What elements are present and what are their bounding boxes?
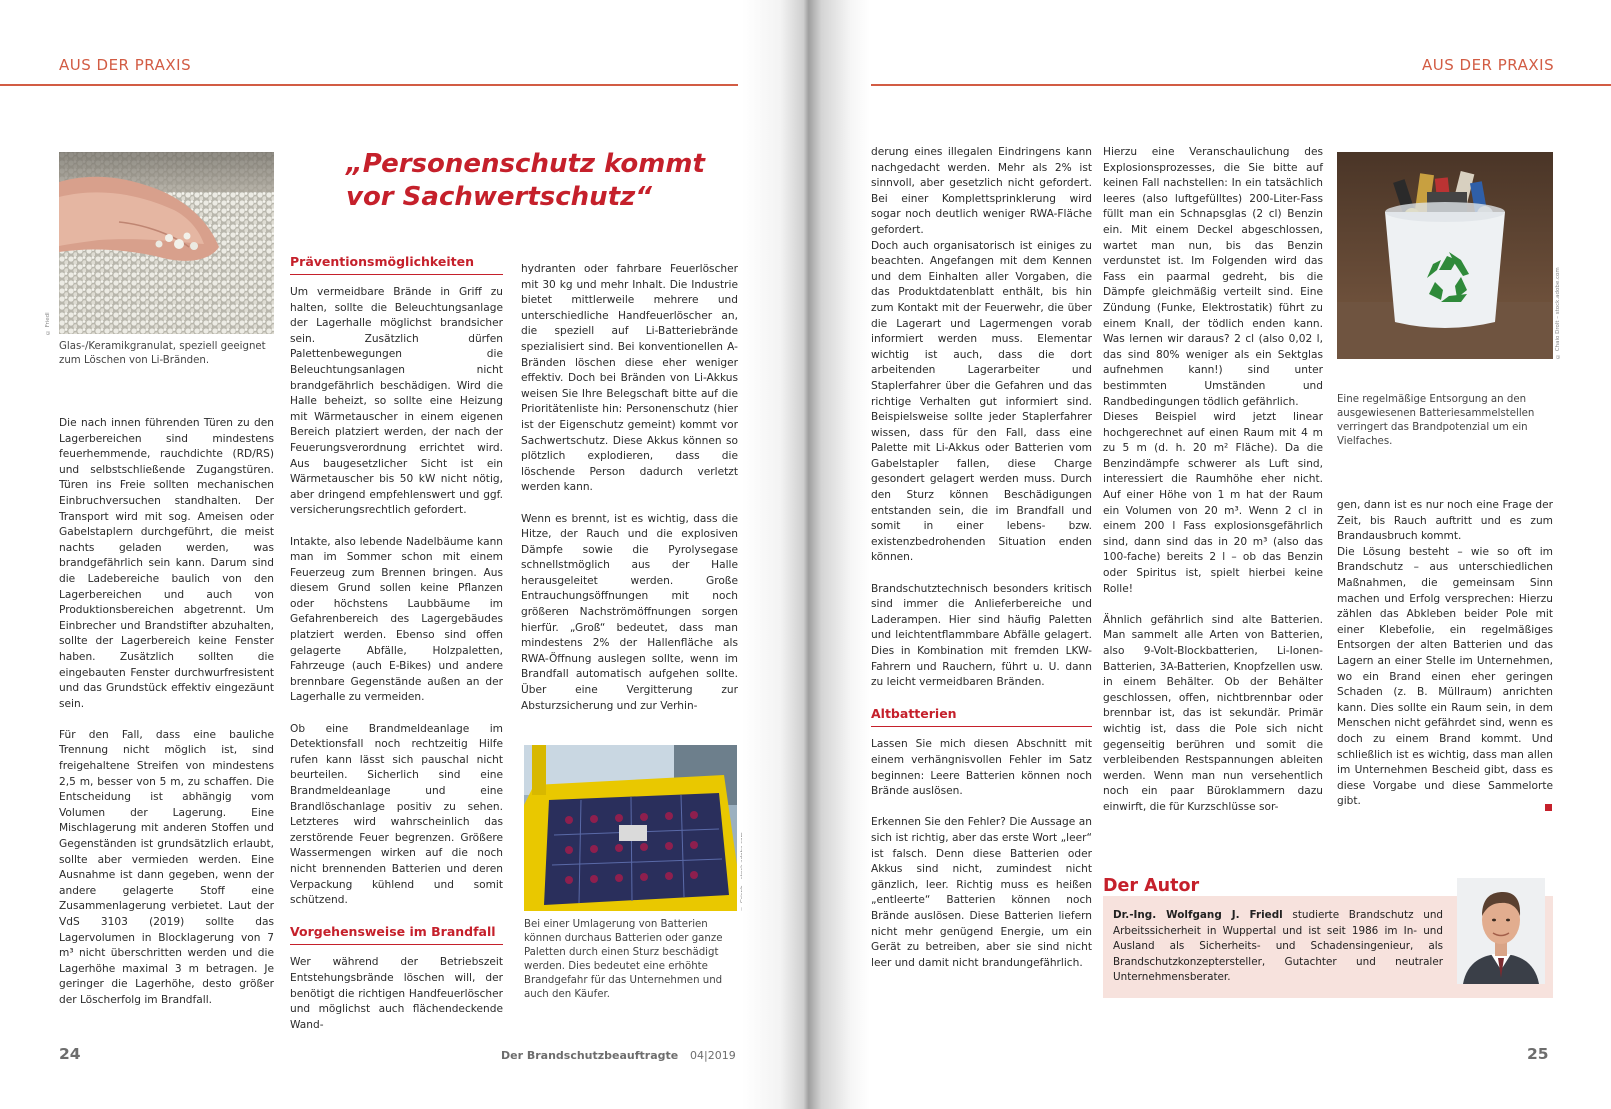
photo3-credit: © Chaio Drolt – stock.adobe.com xyxy=(1555,267,1561,359)
paragraph: Doch auch organisatorisch ist einiges zu beachten. Angefangen mit dem Kennen und dem Einhalten aller Vorgaben, die das Produktdatenblatt enthält, bis hin zum Kontakt mit der Feuerwehr, die über die Lagerart und Lagermengen vorab informiert werden muss. Elementar wichtig ist auch, dass die dort arbeitenden Lagerarbeiter und Staplerfahrer über die Gefahren und das richtige Verhalten gut informiert sind. Beispielsweise sollte jeder Staplerfahrer wissen, dass für den Fall, dass eine Palette mit Li-Akkus oder Batterien vom Gabelstapler fallen, diese Charge gesondert gelagert werden muss. Durch den Sturz können Beschädigungen entstanden sein, die im Brandfall und somit in einer lebens- bzw. existenzbedrohenden Situation enden können. xyxy=(871,239,1092,564)
paragraph: Dieses Beispiel wird jetzt linear hochgerechnet auf einen Raum mit 4 m zu 5 m (d. h. 20 m² Fläche). Da die Benzindämpfe schwerer als Luft sind, interessiert die Raumhöhe eher nicht. Auf einer Höhe von 1 m hat der Raum ein Volumen von 20 m³. Wenn 2 cl in einem 200 l Fass explosionsgefährlich sind, dann sind das in 20 m³ (also das 100-fache) bereits 2 l – ob das Benzin oder Spiritus ist, spielt hierbei keine Rolle! xyxy=(1103,411,1323,595)
article-headline xyxy=(346,148,706,214)
right-column-1 xyxy=(871,145,1092,971)
author-bio-text: studierte Brandschutz und Arbeitssicherheit in Wuppertal und ist seit 1986 im In- und Ausland als Sicherheits- und Schadensingenieur, als Brandschutzkonzeptersteller, Gutachter und neutraler Unternehmensberater. xyxy=(1113,909,1443,984)
right-column-3 xyxy=(1337,498,1553,810)
paragraph: Die Lösung besteht – wie so oft im Brandschutz – aus unterschiedlichen Maßnahmen, die gemeinsam Sinn machen und Erfolg versprechen: Hierzu zählen das Abkleben beider Pole mit einer Klebefolie, ein regelmäßiges Entsorgen der alten Batterien und das Lagern an einer Stelle im Unternehmen, wo ein Brand einen eher geringen Schaden (z. B. Müllraum) anrichten kann. Dies sollte ein Raum sein, in dem Menschen nicht gefährdet sind, wenn es doch zu einem Brand kommt. Und schließlich ist es wichtig, dass man allen im Unternehmen Bescheid gibt, dass es diese Vorgabe und diese Sammelorte gibt. xyxy=(1337,545,1553,808)
left-column-1 xyxy=(59,416,274,1009)
paragraph: Ähnlich gefährlich sind alte Batterien. Man sammelt alle Arten von Batterien, also 9-Volt-Blockbatterien, Li-Ionen-Batterien, 3A-Batterien, Knopfzellen usw. in einem Behälter. Ob der Behälter geschlossen, offen, nichtbrennbar oder brennbar ist, das ist sekundär. Primär wichtig ist, dass die Pole sich nicht gegenseitig berühren und somit die verbleibenden Restspannungen ableiten werden. Wenn man nun versehentlich noch ein paar Büroklammern dazu einwirft, die für Kurzschlüsse sor- xyxy=(1103,613,1323,813)
paragraph: Ob eine Brandmeldeanlage im Detektionsfall noch rechtzeitig Hilfe rufen kann lässt sich pauschal nicht beurteilen. Sicherlich sind eine Brandmeldeanlage und eine Brandlöschanlage positiv zu sehen. Letzteres wird wahrscheinlich das zerstörende Feuer begrenzen. Größere Wassermengen wirken auf die noch nicht brennenden Batterien und deren Verpackung kühlend und somit schützend. xyxy=(290,722,503,907)
forklift-battery-photo xyxy=(524,745,737,911)
forklift-battery-image xyxy=(524,745,737,911)
paragraph: Wenn es brennt, ist es wichtig, dass die Hitze, der Rauch und die explosiven Dämpfe sowie die Pyrolysegase schnellstmöglich aus der Halle herausgeleitet werden. Große Entrauchungsöffnungen mit noch größeren Nachströmöffnungen sorgen hierfür. „Groß“ bedeutet, dass man mindestens 2% der Hallenfläche als RWA-Öffnung auslegen sollte, wenn im Brandfall automatisch aufgehen sollte. Über eine Vergitterung zur Absturzsicherung und zur Verhin- xyxy=(521,512,738,712)
author-heading: Der Autor xyxy=(1103,876,1200,896)
paragraph: derung eines illegalen Eindringens kann nachgedacht werden. Mehr als 2% ist sinnvoll, aber gesetzlich nicht gefordert. Bei einer Komplettsprinklerung wird sogar noch deutlich weniger RWA-Fläche gefordert. xyxy=(871,146,1092,236)
photo3-caption: Eine regelmäßige Entsorgung an den ausgewiesenen Batteriesammelstellen verringert das Brandpotenzial um ein Vielfaches. xyxy=(1337,394,1535,447)
photo2-caption: Bei einer Umlagerung von Batterien können durchaus Batterien oder ganze Paletten durch einen Sturz beschädigt werden. Dies bedeutet eine erhöhte Brandgefahr für das Unternehmen und auch den Käufer. xyxy=(524,919,723,1000)
subhead-altbatterien: Altbatterien xyxy=(871,706,1092,727)
paragraph: hydranten oder fahrbare Feuerlöscher mit 30 kg und mehr Inhalt. Die Industrie bietet mittlerweile mehrere und unterschiedliche Handfeuerlöscher an, die speziell auf Li-Batteriebrände spezialisiert sind. Bei konventionellen A-Bränden löschen diese eher weniger effektiv. Doch bei Bränden von Li-Akkus weisen Sie Ihre Belegschaft bitte auf die Prioritätenliste hin: Personenschutz (hier ist der Eigenschutz gemeint) kommt vor Sachwertschutz. Diese Akkus können so plötzlich explodieren, dass die löschende Person dadurch verletzt werden kann. xyxy=(521,263,738,494)
header-rule-right xyxy=(871,84,1611,86)
granulate-image xyxy=(59,152,274,334)
left-column-3 xyxy=(521,262,738,714)
paragraph: Um vermeidbare Brände in Griff zu halten, sollte die Beleuchtungsanlage der Lagerhalle möglichst brandsicher sein. Zusätzlich dürfen Palettenbewegungen die Beleuchtungsanlagen nicht brandgefährlich beschädigen. Wird die Halle beheizt, so sollte eine Heizung mit Wärmetauscher in einem eigenen Bereich platziert werden, der nach der Feuerungsverordnung errichtet wird. Aus baugesetzlicher Sicht ist ein Wärmetauscher bis 50 kW nicht nötig, aber dringend empfehlenswert und ggf. versicherungsrechtlich gefordert. xyxy=(290,286,503,517)
page-number-right: 25 xyxy=(1527,1045,1549,1063)
header-rule-left xyxy=(0,84,738,86)
subhead-praevention: Präventionsmöglichkeiten xyxy=(290,254,503,275)
paragraph: Die nach innen führenden Türen zu den Lagerbereichen sind mindestens feuerhemmende, rauchdichte (RD/RS) und selbstschließende Zugangstüren. Türen ins Freie sollten mechanischen Einbruchversuchen standhalten. Der Transport wird mit sog. Ameisen oder Gabelstaplern durchgeführt, die meist nachts geladen werden, was brandgefährlich sein kann. Darum sind die Ladebereiche baulich von den Lagerbereichen und auch von Produktionsbereichen abgetrennt. Um Einbrecher und Brandstifter abzuhalten, sollte der Lagerbereich keine Fenster haben. Zusätzlich sollten die eingebauten Fenster durchwurfresistent und das Grundstück effektiv eingezäunt sein. xyxy=(59,417,274,710)
paragraph: Wer während der Betriebszeit Entstehungsbrände löschen will, der benötigt die richtigen Handfeuerlöscher und möglichst auch flächendeckende Wand- xyxy=(290,956,503,1031)
granulate-photo xyxy=(59,152,274,334)
left-page xyxy=(0,0,805,1109)
right-column-2 xyxy=(1103,145,1323,816)
paragraph: Hierzu eine Veranschaulichung des Explosionsprozesses, die Sie bitte auf keinen Fall nachstellen: In ein tatsächlich leeres (also luftgefülltes) 200-Liter-Fass füllt man ein Schnapsglas (2 cl) Benzin ein. Mit einem Deckel abgeschlossen, wartet man nun, bis das Benzin verdunstet ist. Im Folgenden wird das Fass ein paarmal gedreht, bis die Dämpfe gleichmäßig verteilt sind. Eine Zündung (Funke, Elektrostatik) führt zu einem Knall, der tödlich enden kann. Was lernen wir daraus? 2 cl (also 0,02 l, das sind 80% weniger als ein Sektglas aufnehmen kann!) sind unter bestimmten Umständen und Randbedingungen tödlich gefährlich. xyxy=(1103,146,1323,408)
section-label-left: AUS DER PRAXIS xyxy=(59,56,192,74)
headline-line-1: „Personenschutz kommt xyxy=(346,149,705,179)
subhead-vorgehensweise: Vorgehensweise im Brandfall xyxy=(290,924,503,945)
photo-credit: © Friedl xyxy=(45,312,51,335)
paragraph: gen, dann ist es nur noch eine Frage der Zeit, bis Rauch auftritt und es zum Brandausbruch kommt. xyxy=(1337,499,1553,543)
battery-bucket-photo xyxy=(1337,152,1553,359)
battery-bucket-image xyxy=(1337,152,1553,359)
paragraph: Erkennen Sie den Fehler? Die Aussage an sich ist richtig, aber das erste Wort „leer“ ist falsch. Denn diese Batterien oder Akkus sind nicht, zumindest nicht gänzlich, leer. Richtig muss es heißen „entleerte“ Batterien können noch Brände auslösen. Diese Batterien liefern nicht mehr genügend Energie, um ein Gerät zu betreiben, aber sie sind nicht leer und damit nicht brandungefährlich. xyxy=(871,816,1092,969)
paragraph: Intakte, also lebende Nadelbäume kann man im Sommer schon mit einem Feuerzeug zum Brennen bringen. Aus diesem Grund sollen keine Pflanzen oder höchstens Laubbäume im Gefahrenbereich des Lagergebäudes platziert werden. Ebenso sind offen gelagerte Abfälle, Holzpaletten, Fahrzeuge (auch E-Bikes) und andere brennbare Gegenstände außen an der Lagerhalle zu vermeiden. xyxy=(290,535,503,704)
left-column-2 xyxy=(290,254,503,1033)
author-photo xyxy=(1457,878,1545,984)
photo-caption: Glas-/Keramikgranulat, speziell geeignet zum Löschen von Li-Bränden. xyxy=(59,341,266,366)
author-bio xyxy=(1113,908,1443,986)
article-end-mark xyxy=(1545,804,1552,811)
issue-number: 04|2019 xyxy=(690,1049,736,1062)
paragraph: Für den Fall, dass eine bauliche Trennung nicht möglich ist, sind freigehaltene Streifen von mindestens 2,5 m, besser von 5 m, zu schaffen. Die Entscheidung ist abhängig vom Volumen der Lagerung. Eine Mischlagerung mit anderen Stoffen und Gegenständen ist grundsätzlich erlaubt, sollte aber vermieden werden. Eine Ausnahme ist dann gegeben, wenn der andere gelagerte Stoff eine Zusammenlagerung verbietet. Laut der VdS 3103 (2019) sollte das Lagervolumen in Blocklagerung von 7 m³ nicht überschritten werden und die Lagerhöhe maximal 3 m betragen. Je geringer die Lagerhöhe, desto größer der Löscherfolg im Brandfall. xyxy=(59,728,274,1006)
paragraph: Brandschutztechnisch besonders kritisch sind immer die Anlieferbereiche und Laderampen. Hier sind häufig Paletten und leichtentflammbare Abfälle gelagert. Dies in Kombination mit fremden LKW-Fahrern und Rauchern, führt u. U. dann zu leicht vermeidbaren Bränden. xyxy=(871,582,1092,689)
paragraph: Lassen Sie mich diesen Abschnitt mit einem verhängnisvollen Fehler im Satz beginnen: Leere Batterien können noch Brände auslösen. xyxy=(871,738,1092,798)
section-label-right: AUS DER PRAXIS xyxy=(1422,56,1555,74)
headline-line-2: vor Sachwertschutz“ xyxy=(346,182,652,212)
magazine-title: Der Brandschutzbeauftragte xyxy=(501,1049,679,1062)
page-number-left: 24 xyxy=(59,1045,81,1063)
author-portrait xyxy=(1457,878,1545,984)
author-name: Dr.-Ing. Wolfgang J. Friedl xyxy=(1113,909,1283,921)
